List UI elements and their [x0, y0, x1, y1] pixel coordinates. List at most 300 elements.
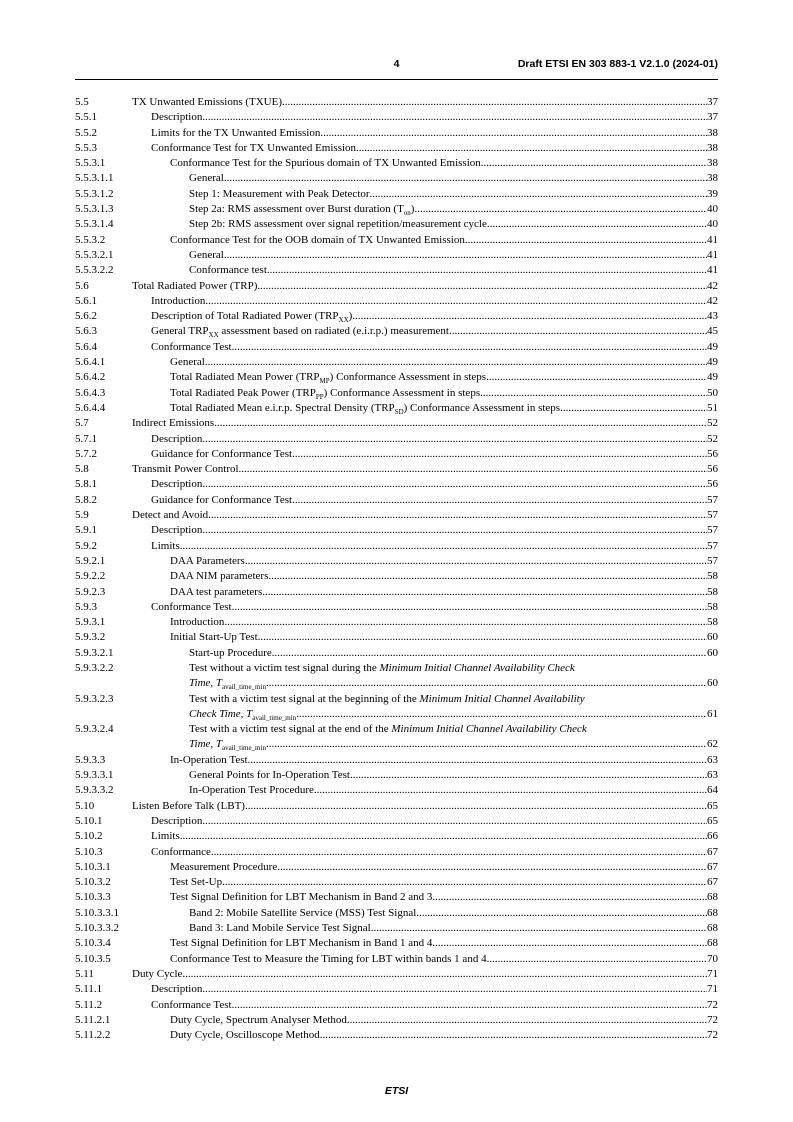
toc-entry-body — [189, 217, 718, 232]
page-header — [0, 58, 793, 72]
toc-entry-title-suffix: ) Conformance Assessment in steps — [403, 401, 561, 414]
toc-entry-title-suffix: ) — [348, 310, 353, 323]
toc-entry-body — [170, 936, 718, 951]
toc-entry-body — [170, 156, 718, 171]
toc-entry-number: 5.5.3.1.3 — [75, 203, 114, 216]
toc-entry-page: 60 — [707, 646, 718, 659]
toc-entry-title — [151, 126, 320, 141]
toc-entry[interactable] — [75, 202, 718, 217]
toc-entry-title-text: Guidance for Conformance Test — [151, 493, 293, 506]
toc-entry-title-text: Test with a victim test signal at the beginning of the — [189, 692, 420, 705]
toc-entry[interactable] — [75, 1028, 718, 1043]
toc-entry-title — [189, 906, 416, 921]
toc-entry-title — [132, 95, 282, 110]
toc-entry-body — [151, 539, 718, 554]
toc-entry-title-text: General Points for In-Operation Test — [189, 769, 350, 782]
toc-entry-number: 5.9.3.3.2 — [75, 784, 114, 797]
toc-entry-title — [189, 187, 370, 202]
toc-entry-title-text: Conformance Test for the Spurious domain of TX Unwanted Emission — [170, 157, 481, 170]
toc-entry-title-text: DAA NIM parameters — [170, 570, 269, 583]
toc-entry-page: 56 — [707, 478, 718, 491]
toc-entry-page: 58 — [707, 585, 718, 598]
toc-entry-title — [151, 814, 202, 829]
toc-leader-dots — [560, 401, 707, 416]
toc-entry[interactable] — [75, 998, 718, 1013]
toc-entry[interactable] — [75, 860, 718, 875]
toc-entry-body — [170, 554, 718, 569]
toc-leader-dots — [487, 217, 707, 232]
toc-entry-number: 5.5.3.1 — [75, 157, 106, 170]
toc-entry-title-text: Guidance for Conformance Test — [151, 447, 293, 460]
toc-entry[interactable] — [75, 875, 718, 890]
toc-entry-number: 5.5.3.2.1 — [75, 248, 114, 261]
toc-entry[interactable] — [75, 982, 718, 997]
toc-entry[interactable] — [75, 171, 718, 186]
toc-entry-title-text: General — [189, 172, 224, 185]
toc-entry-body — [170, 233, 718, 248]
toc-entry-body — [189, 263, 718, 278]
toc-entry-body — [151, 294, 718, 309]
toc-entry-number: 5.10.3.3.1 — [75, 906, 119, 919]
table-of-contents — [75, 95, 718, 1043]
toc-entry-body — [170, 569, 718, 584]
toc-entry-body — [170, 952, 718, 967]
toc-entry-title-text: Description of Total Radiated Power (TRP — [151, 310, 339, 323]
toc-entry-page: 70 — [707, 952, 718, 965]
toc-entry-body — [170, 585, 718, 600]
toc-leader-dots — [257, 279, 707, 294]
toc-entry[interactable] — [75, 845, 718, 860]
toc-entry-body — [151, 814, 718, 829]
toc-entry[interactable] — [75, 126, 718, 141]
toc-entry-body — [170, 1013, 718, 1028]
toc-entry-title-italic: Time, T — [189, 677, 223, 690]
toc-entry-title-text: Detect and Avoid — [132, 509, 209, 522]
toc-entry-title-text: Total Radiated Peak Power (TRP — [170, 386, 316, 399]
toc-entry-title-text: Conformance test — [189, 264, 267, 277]
toc-leader-dots — [481, 156, 707, 171]
toc-entry-title-italic: Check Time, T — [189, 707, 253, 720]
toc-leader-dots — [222, 875, 707, 890]
toc-entry-title-text: TX Unwanted Emissions (TXUE) — [132, 96, 283, 108]
toc-entry[interactable] — [75, 554, 718, 569]
toc-entry-page: 61 — [707, 707, 718, 720]
toc-entry-body — [132, 967, 718, 982]
toc-entry-title-text: Conformance Test for the OOB domain of TX Unwanted Emission — [170, 233, 465, 246]
toc-entry-subscript: avail_time_min — [252, 714, 297, 723]
toc-leader-dots — [205, 355, 707, 370]
toc-entry[interactable] — [75, 370, 718, 385]
toc-entry[interactable] — [75, 217, 718, 232]
toc-entry-title-text: Test without a victim test signal during the — [189, 661, 380, 674]
toc-entry[interactable] — [75, 1013, 718, 1028]
toc-leader-dots — [432, 936, 707, 951]
toc-entry[interactable] — [75, 294, 718, 309]
toc-entry[interactable] — [75, 967, 718, 982]
toc-entry-page: 67 — [707, 845, 718, 858]
toc-entry-page: 38 — [707, 141, 718, 154]
toc-entry-body — [151, 141, 718, 156]
toc-entry[interactable] — [75, 401, 718, 416]
toc-entry-title-text: Duty Cycle, Oscilloscope Method — [170, 1029, 320, 1042]
toc-entry-page: 65 — [707, 814, 718, 827]
toc-entry-title-text: Description — [151, 478, 203, 491]
toc-entry-number: 5.7.1 — [75, 432, 97, 445]
toc-entry-title — [151, 998, 232, 1013]
toc-entry-title — [151, 294, 205, 309]
toc-entry-page: 68 — [707, 891, 718, 904]
toc-entry-title-text: Listen Before Talk (LBT) — [132, 799, 245, 812]
toc-entry-body — [170, 615, 718, 630]
toc-entry-title — [151, 477, 202, 492]
toc-entry-title — [151, 447, 292, 462]
toc-entry-page: 52 — [707, 417, 718, 430]
toc-entry-number: 5.8.1 — [75, 478, 97, 491]
toc-entry-number: 5.10 — [75, 799, 95, 812]
toc-entry-page: 49 — [707, 340, 718, 353]
toc-entry-number: 5.9.3.2 — [75, 631, 106, 644]
toc-entry[interactable] — [75, 936, 718, 951]
toc-entry-body — [189, 187, 718, 202]
toc-entry-number: 5.6.4.4 — [75, 401, 106, 414]
toc-entry-title-text: Duty Cycle — [132, 967, 183, 980]
toc-entry-title-italic: Time, T — [189, 738, 223, 751]
toc-entry[interactable] — [75, 630, 718, 645]
toc-entry-number: 5.7 — [75, 417, 89, 430]
toc-entry-page: 37 — [707, 111, 718, 124]
toc-entry-body — [170, 630, 718, 645]
toc-entry-page: 42 — [707, 294, 718, 307]
toc-entry-page: 57 — [707, 524, 718, 537]
toc-entry-page: 63 — [707, 753, 718, 766]
toc-leader-dots — [239, 462, 707, 477]
toc-entry-page: 67 — [707, 860, 718, 873]
toc-entry-title-text: Conformance Test — [151, 600, 232, 613]
toc-entry-title-text: Transmit Power Control — [132, 463, 239, 476]
toc-entry-subscript: avail_time_min — [222, 683, 266, 692]
toc-entry-number: 5.10.3.1 — [75, 860, 111, 873]
toc-entry[interactable] — [75, 477, 718, 492]
toc-entry-title-text: Description — [151, 983, 203, 996]
toc-entry[interactable] — [75, 279, 718, 294]
toc-entry-title-text: Test with a victim test signal at the end of the — [189, 723, 392, 736]
toc-entry-title-italic: Minimum Initial Channel Availability Check — [391, 723, 587, 736]
toc-entry-page: 37 — [707, 96, 718, 108]
toc-entry-subscript: SD — [394, 408, 404, 417]
document-title: Draft ETSI EN 303 883-1 V2.1.0 (2024-01) — [517, 58, 718, 70]
toc-entry[interactable] — [75, 799, 718, 814]
toc-entry[interactable] — [75, 309, 718, 324]
toc-entry-title-text: Test Set-Up — [170, 876, 223, 889]
toc-entry[interactable] — [75, 386, 718, 401]
toc-entry-page: 43 — [707, 310, 718, 323]
toc-entry-number: 5.6.3 — [75, 325, 97, 338]
toc-entry-body — [170, 860, 718, 875]
toc-entry-title-text: Step 2b: RMS assessment over signal repetition/measurement cycle — [189, 218, 487, 231]
toc-entry-page: 65 — [707, 799, 718, 812]
toc-leader-dots — [296, 707, 707, 722]
toc-entry-number: 5.9.3.2.1 — [75, 646, 114, 659]
toc-entry[interactable] — [75, 248, 718, 263]
toc-entry-number: 5.9.3.3.1 — [75, 769, 114, 782]
toc-entry-number: 5.5.3.2.2 — [75, 264, 114, 277]
toc-entry-title-text: Step 1: Measurement with Peak Detector — [189, 187, 370, 200]
toc-entry-title — [170, 569, 268, 584]
toc-entry-page: 41 — [707, 248, 718, 261]
toc-entry-number: 5.5.3.1.2 — [75, 187, 114, 200]
toc-leader-dots — [202, 814, 707, 829]
toc-entry-body — [189, 921, 718, 936]
toc-entry[interactable] — [75, 156, 718, 171]
toc-entry-body — [170, 1028, 718, 1043]
toc-entry-body — [151, 600, 718, 615]
toc-entry-number: 5.11.2 — [75, 998, 103, 1011]
toc-leader-dots — [487, 952, 707, 967]
toc-entry-title — [189, 171, 224, 186]
toc-entry[interactable] — [75, 324, 718, 339]
toc-entry-body — [151, 493, 718, 508]
toc-entry-title — [132, 799, 245, 814]
toc-entry-body — [151, 447, 718, 462]
header-rule — [75, 79, 718, 80]
toc-entry-title-italic: Minimum Initial Channel Availability — [419, 692, 585, 705]
toc-entry-page: 40 — [707, 218, 718, 231]
toc-entry-title — [189, 646, 272, 661]
toc-entry-number: 5.6.4 — [75, 340, 97, 353]
page-number: 4 — [393, 58, 400, 70]
toc-entry-body — [170, 355, 718, 370]
toc-entry[interactable] — [75, 141, 718, 156]
toc-entry[interactable] — [75, 233, 718, 248]
toc-entry[interactable] — [75, 890, 718, 905]
toc-entry-number: 5.9.3.2.2 — [75, 661, 114, 674]
toc-entry-page: 41 — [707, 264, 718, 277]
toc-entry[interactable] — [75, 829, 718, 844]
toc-entry-title — [151, 141, 356, 156]
toc-entry[interactable] — [75, 646, 718, 661]
toc-entry[interactable] — [75, 432, 718, 447]
toc-leader-dots — [245, 799, 707, 814]
toc-entry-title-text: DAA test parameters — [170, 585, 263, 598]
toc-entry-title — [189, 921, 371, 936]
toc-entry[interactable] — [75, 783, 718, 798]
toc-entry-title-text: Introduction — [170, 616, 225, 629]
toc-entry-body — [151, 340, 718, 355]
toc-entry-number: 5.6.1 — [75, 294, 97, 307]
toc-entry-title — [170, 753, 248, 768]
toc-entry-body — [151, 126, 718, 141]
toc-entry-subscript: avail_time_min — [222, 744, 266, 753]
toc-entry-page: 68 — [707, 937, 718, 950]
toc-leader-dots — [267, 263, 707, 278]
toc-entry-title — [151, 340, 232, 355]
toc-entry-title-text: DAA Parameters — [170, 554, 245, 567]
toc-entry-title — [170, 615, 224, 630]
toc-entry-page: 49 — [707, 356, 718, 369]
toc-entry[interactable] — [75, 722, 718, 753]
toc-leader-dots — [449, 324, 707, 339]
toc-entry[interactable] — [75, 447, 718, 462]
toc-entry-subscript: MP — [319, 377, 330, 386]
toc-entry-title-text: Band 2: Mobile Satellite Service (MSS) Test Signal — [189, 906, 417, 919]
toc-leader-dots — [202, 432, 707, 447]
toc-leader-dots — [314, 783, 707, 798]
toc-entry-page: 72 — [707, 1013, 718, 1026]
toc-entry[interactable] — [75, 661, 718, 692]
toc-entry[interactable] — [75, 539, 718, 554]
toc-entry-number: 5.9.3.2.3 — [75, 692, 114, 705]
toc-entry-page: 56 — [707, 463, 718, 476]
toc-entry-number: 5.5.3.1.1 — [75, 172, 114, 185]
toc-entry-line1 — [189, 722, 668, 737]
toc-leader-dots — [180, 539, 707, 554]
toc-entry[interactable] — [75, 585, 718, 600]
toc-entry-number: 5.9.3.2.4 — [75, 723, 114, 736]
toc-entry-title-text: Test Signal Definition for LBT Mechanism in Band 2 and 3 — [170, 891, 433, 904]
toc-entry[interactable] — [75, 508, 718, 523]
toc-entry-body — [151, 110, 718, 125]
toc-entry-number: 5.5.3.2 — [75, 233, 106, 246]
toc-entry-number: 5.9.3.1 — [75, 616, 106, 629]
toc-entry[interactable] — [75, 263, 718, 278]
toc-entry-number: 5.9.2 — [75, 539, 97, 552]
toc-entry-title-text: General — [170, 356, 205, 369]
toc-entry-title-italic: Minimum Initial Channel Availability Check — [379, 661, 575, 674]
toc-entry[interactable] — [75, 768, 718, 783]
toc-entry-number: 5.9.2.1 — [75, 554, 106, 567]
toc-entry-title — [170, 233, 465, 248]
toc-entry-title — [170, 1028, 320, 1043]
toc-entry-page: 57 — [707, 509, 718, 522]
toc-entry-number: 5.6.4.2 — [75, 371, 106, 384]
toc-entry-number: 5.6.4.3 — [75, 386, 106, 399]
toc-entry-page: 66 — [707, 830, 718, 843]
toc-entry-title-text: General — [189, 248, 224, 261]
toc-entry-number: 5.11 — [75, 967, 94, 980]
toc-entry-body — [151, 432, 718, 447]
toc-leader-dots — [272, 646, 707, 661]
toc-entry-number: 5.10.3.4 — [75, 937, 111, 950]
toc-entry-body — [151, 998, 718, 1013]
toc-leader-dots — [465, 233, 707, 248]
toc-entry[interactable] — [75, 416, 718, 431]
toc-entry-number: 5.10.2 — [75, 830, 103, 843]
toc-entry[interactable] — [75, 462, 718, 477]
toc-leader-dots — [182, 967, 707, 982]
toc-entry-number: 5.5.3 — [75, 141, 97, 154]
toc-leader-dots — [292, 447, 707, 462]
toc-leader-dots — [245, 554, 707, 569]
toc-entry-page: 60 — [707, 631, 718, 644]
toc-entry-body — [170, 875, 718, 890]
toc-leader-dots — [266, 737, 707, 752]
toc-leader-dots — [248, 753, 707, 768]
toc-leader-dots — [208, 508, 707, 523]
toc-entry[interactable] — [75, 753, 718, 768]
toc-entry[interactable] — [75, 600, 718, 615]
toc-entry[interactable] — [75, 110, 718, 125]
toc-entry-title-text: Step 2a: RMS assessment over Burst duration (T — [189, 203, 404, 216]
toc-entry-page: 68 — [707, 922, 718, 935]
toc-entry-page: 57 — [707, 554, 718, 567]
toc-entry-subscript: on — [403, 209, 411, 218]
toc-entry[interactable] — [75, 187, 718, 202]
toc-entry-title-text: Description — [151, 432, 203, 445]
toc-entry-title-text: Introduction — [151, 294, 206, 307]
toc-entry-title — [151, 432, 202, 447]
toc-entry-page: 57 — [707, 493, 718, 506]
toc-entry-title — [189, 263, 267, 278]
toc-entry-title-text: Total Radiated Mean Power (TRP — [170, 371, 320, 384]
toc-entry-title — [170, 890, 432, 905]
toc-leader-dots — [414, 202, 707, 217]
toc-leader-dots — [224, 248, 707, 263]
toc-entry-title-text: Start-up Procedure — [189, 646, 272, 659]
toc-leader-dots — [262, 585, 707, 600]
toc-entry[interactable] — [75, 493, 718, 508]
toc-entry-title — [132, 967, 182, 982]
toc-entry-page: 38 — [707, 172, 718, 185]
toc-entry-title — [170, 952, 487, 967]
toc-entry-title-text: Total Radiated Power (TRP) — [132, 279, 258, 292]
toc-entry[interactable] — [75, 921, 718, 936]
toc-entry[interactable] — [75, 355, 718, 370]
toc-entry-title-text: Conformance Test for TX Unwanted Emission — [151, 141, 357, 154]
toc-entry-page: 58 — [707, 600, 718, 613]
toc-entry-page: 42 — [707, 279, 718, 292]
toc-entry-page: 50 — [707, 386, 718, 399]
toc-leader-dots — [211, 845, 707, 860]
toc-entry[interactable] — [75, 814, 718, 829]
toc-entry[interactable] — [75, 523, 718, 538]
toc-entry-title-text: Conformance Test — [151, 340, 232, 353]
toc-entry-title-text: Description — [151, 814, 203, 827]
toc-entry[interactable] — [75, 692, 718, 723]
toc-entry[interactable] — [75, 569, 718, 584]
toc-entry[interactable] — [75, 906, 718, 921]
toc-entry-page: 71 — [707, 983, 718, 996]
toc-entry[interactable] — [75, 340, 718, 355]
toc-entry-title-text: Total Radiated Mean e.i.r.p. Spectral Density (TRP — [170, 401, 395, 414]
toc-entry-title — [170, 585, 262, 600]
toc-entry-number: 5.9.3.3 — [75, 753, 106, 766]
toc-leader-dots — [320, 1028, 707, 1043]
toc-entry-body — [151, 523, 718, 538]
toc-entry-number: 5.10.1 — [75, 814, 103, 827]
toc-leader-dots — [232, 340, 707, 355]
toc-entry-title — [170, 936, 432, 951]
toc-entry-number: 5.11.2.1 — [75, 1013, 111, 1026]
toc-entry-page: 64 — [707, 784, 718, 797]
toc-entry-title-suffix: ) Conformance Assessment in steps — [329, 371, 487, 384]
toc-entry-number: 5.9.3 — [75, 600, 97, 613]
toc-entry-number: 5.11.2.2 — [75, 1029, 111, 1042]
toc-entry-body — [170, 890, 718, 905]
toc-leader-dots — [258, 630, 707, 645]
toc-leader-dots — [202, 982, 707, 997]
toc-entry-body — [132, 416, 718, 431]
toc-entry[interactable] — [75, 952, 718, 967]
toc-leader-dots — [202, 477, 707, 492]
toc-entry-number: 5.5.3.1.4 — [75, 218, 114, 231]
toc-leader-dots — [371, 921, 707, 936]
toc-entry[interactable] — [75, 615, 718, 630]
toc-entry[interactable] — [75, 95, 718, 110]
toc-entry-page: 72 — [707, 1029, 718, 1042]
toc-leader-dots — [486, 370, 707, 385]
toc-entry-line1 — [189, 692, 668, 707]
toc-entry-number: 5.9 — [75, 509, 89, 522]
